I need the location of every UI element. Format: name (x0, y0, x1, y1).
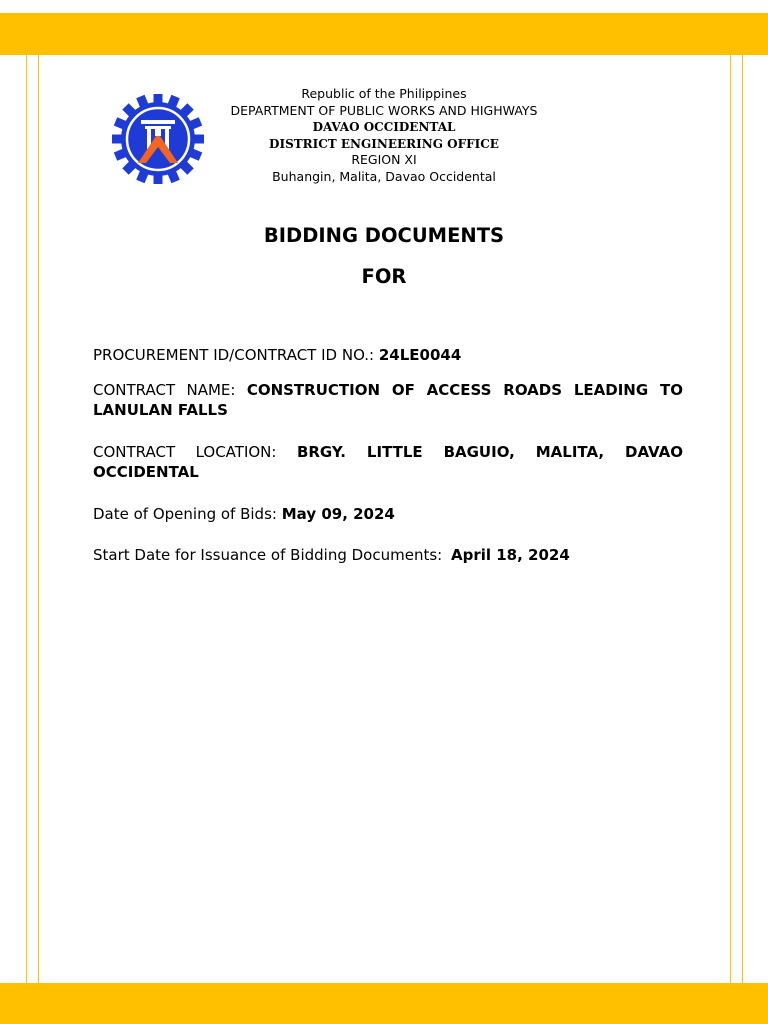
province-line: DAVAO OCCIDENTAL (312, 120, 456, 134)
region-line: REGION XI (351, 152, 417, 167)
procurement-id-label: PROCUREMENT ID/CONTRACT ID NO.: (93, 346, 375, 364)
agency-header (200, 86, 568, 185)
opening-date-value: May 09, 2024 (281, 505, 395, 523)
contract-name-value: CONSTRUCTION OF ACCESS ROADS LEADING TO LANULAN FALLS (93, 381, 683, 419)
issuance-date-value: April 18, 2024 (450, 546, 570, 564)
top-border-band (0, 13, 768, 55)
right-border-line-outer (742, 55, 743, 983)
contract-location-line (93, 442, 683, 482)
procurement-id-line (93, 345, 683, 365)
contract-name-label: CONTRACT NAME: (93, 381, 236, 399)
right-border-line-inner (730, 55, 731, 983)
opening-date-line (93, 504, 683, 524)
bottom-border-band (0, 983, 768, 1024)
address-line: Buhangin, Malita, Davao Occidental (272, 168, 496, 184)
opening-date-label: Date of Opening of Bids: (93, 505, 277, 523)
dpwh-gear-seal-icon (110, 94, 206, 184)
contract-location-value: BRGY. LITTLE BAGUIO, MALITA, DAVAO OCCIDENTAL (93, 443, 683, 481)
document-subtitle-for: FOR (361, 265, 407, 288)
issuance-date-line (93, 545, 683, 565)
republic-line: Republic of the Philippines (301, 86, 467, 101)
left-border-line-inner (38, 55, 39, 983)
contract-location-label: CONTRACT LOCATION: (93, 443, 277, 461)
office-line: DISTRICT ENGINEERING OFFICE (269, 136, 499, 151)
issuance-date-label: Start Date for Issuance of Bidding Documents: (93, 546, 443, 564)
department-line: DEPARTMENT OF PUBLIC WORKS AND HIGHWAYS (230, 102, 538, 118)
left-border-line-outer (26, 55, 27, 983)
contract-name-line (93, 380, 683, 420)
procurement-id-value: 24LE0044 (378, 346, 462, 364)
document-title: BIDDING DOCUMENTS (263, 224, 505, 247)
